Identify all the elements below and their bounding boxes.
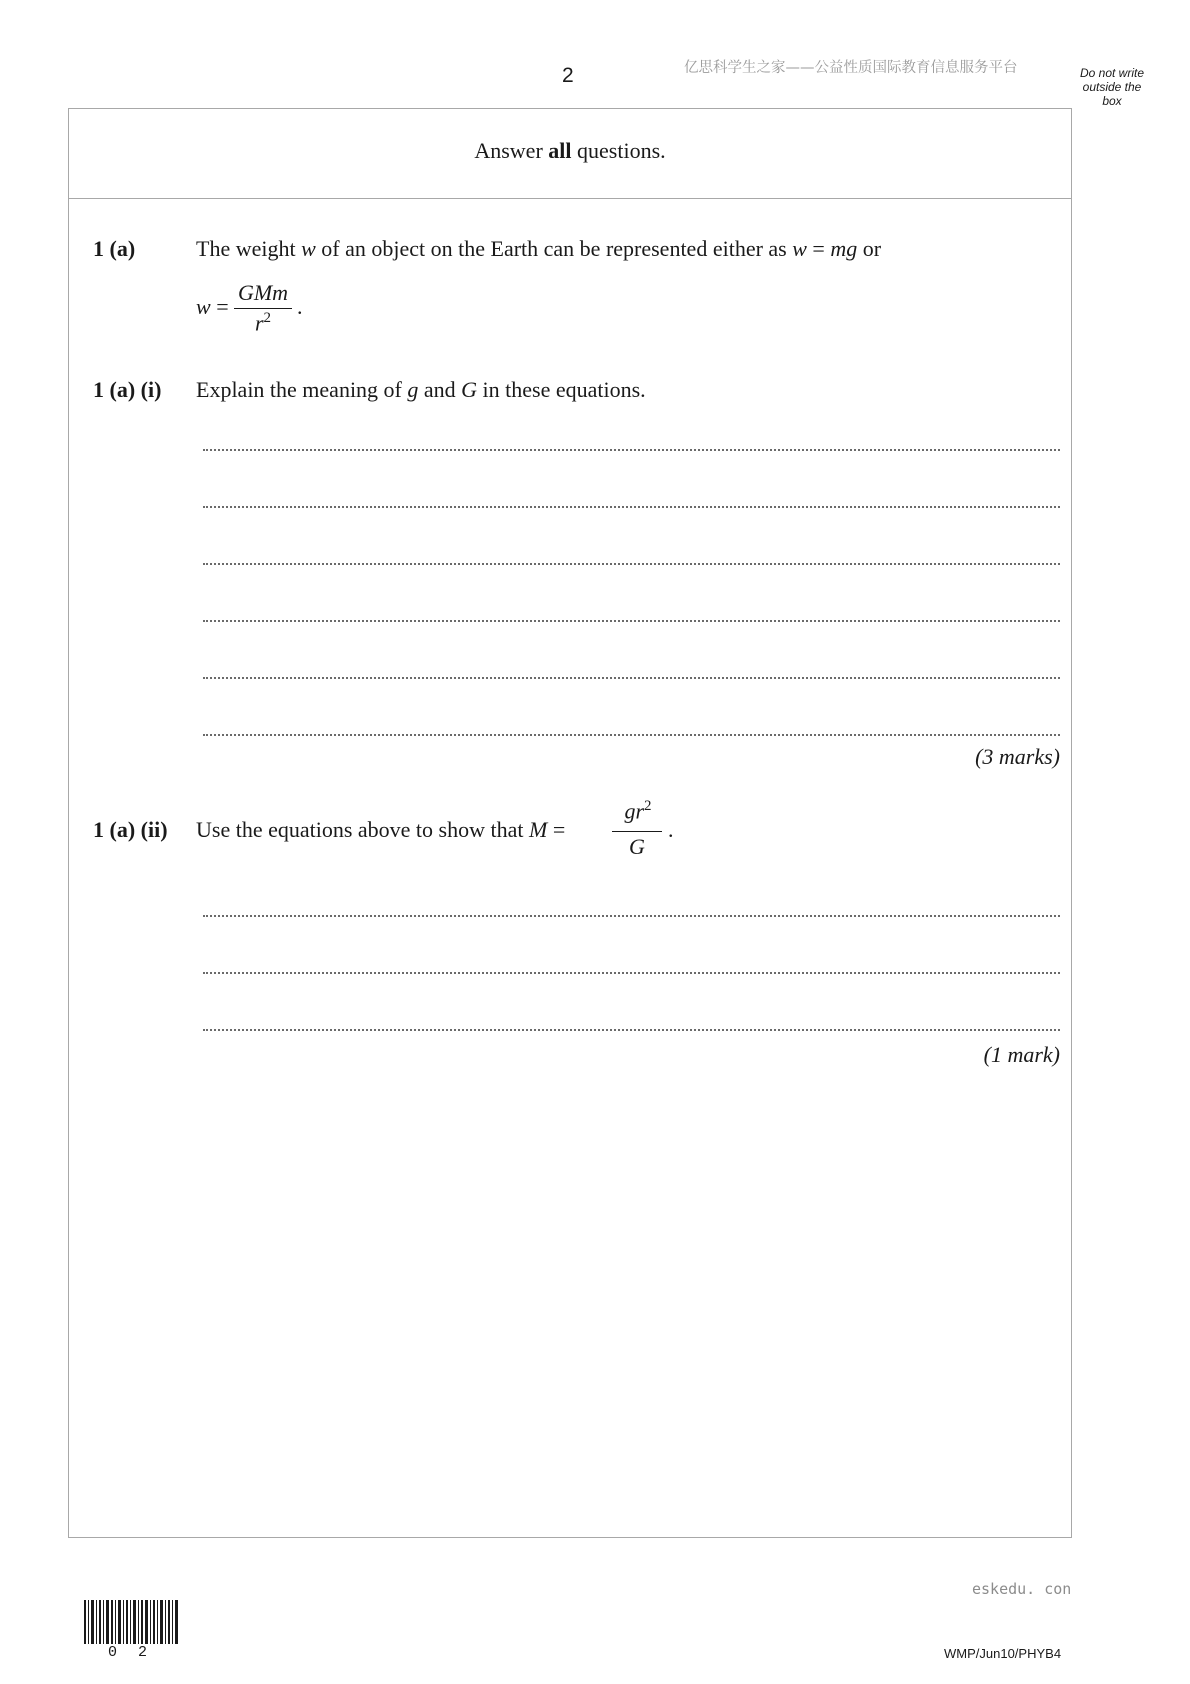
q1ai-text-part: in these equations.	[477, 377, 646, 402]
q1a-eq1-eq: =	[806, 236, 831, 261]
page-number: 2	[562, 64, 574, 87]
q1a-text-part: The weight	[196, 236, 302, 261]
q1aii-eq-end: .	[668, 817, 674, 842]
instruction-prefix: Answer	[474, 138, 549, 163]
q1ai-var-g: g	[407, 377, 419, 402]
q1aii-eq-denominator	[612, 834, 662, 860]
answer-line[interactable]	[203, 449, 1060, 451]
answer-line[interactable]	[203, 972, 1060, 974]
margin-note-line: outside the	[1082, 80, 1142, 94]
instruction-suffix: questions.	[571, 138, 666, 163]
answer-line[interactable]	[203, 1029, 1060, 1031]
question-1aii-text	[196, 817, 565, 843]
q1ai-text-part: Explain the meaning of	[196, 377, 408, 402]
q1a-eq2-num-text: GMm	[237, 280, 289, 305]
q1ai-var-G: G	[461, 377, 478, 402]
answer-line[interactable]	[203, 734, 1060, 736]
margin-note-line: Do not write	[1079, 66, 1145, 80]
instruction-text	[68, 138, 1072, 164]
barcode-digits: 0 2	[108, 1644, 154, 1661]
margin-note-line: box	[1102, 94, 1122, 108]
q1a-eq2-fraction-bar	[234, 308, 292, 309]
q1a-var-w: w	[301, 236, 316, 261]
q1a-or: or	[857, 236, 882, 261]
margin-note	[1068, 66, 1156, 108]
q1a-eq2-lhs-group	[196, 294, 229, 320]
q1ai-text-and: and	[418, 377, 462, 402]
answer-line[interactable]	[203, 915, 1060, 917]
q1aii-eq-numerator	[612, 798, 664, 824]
q1a-eq1-rhs: mg	[830, 236, 858, 261]
answer-line[interactable]	[203, 620, 1060, 622]
q1aii-eq-num-exp: 2	[644, 798, 652, 814]
q1aii-eq-num-var: gr	[624, 798, 645, 824]
barcode-icon	[84, 1600, 178, 1644]
answer-line[interactable]	[203, 563, 1060, 565]
header-watermark: 亿思科学生之家——公益性质国际教育信息服务平台	[684, 60, 1018, 76]
q1a-eq2-end: .	[297, 294, 303, 319]
q1aii-eq-den: G	[629, 834, 645, 859]
question-1aii-label: 1 (a) (ii)	[93, 817, 168, 842]
question-1ai-label: 1 (a) (i)	[93, 377, 162, 402]
q1a-eq2-den-var: r	[254, 310, 264, 336]
question-1ai-text	[196, 377, 646, 403]
q1a-text-part: of an object on the Earth can be represented either as	[315, 236, 793, 261]
q1ai-marks: (3 marks)	[975, 744, 1060, 769]
question-1a-text	[196, 236, 881, 262]
q1aii-eq-eq: =	[547, 817, 566, 842]
q1aii-text: Use the equations above to show that	[196, 817, 529, 842]
q1a-eq1-lhs: w	[792, 236, 807, 261]
q1a-eq2-lhs: w	[196, 294, 211, 319]
q1aii-eq-fraction-bar	[612, 831, 662, 832]
site-watermark: eskedu. con	[972, 1580, 1072, 1598]
q1a-eq2-denominator	[232, 310, 294, 336]
q1a-eq2-den-exp: 2	[263, 310, 272, 326]
question-1a-label: 1 (a)	[93, 236, 136, 261]
q1a-eq2-eq: =	[210, 294, 229, 319]
instruction-bold: all	[548, 138, 572, 163]
answer-line[interactable]	[203, 677, 1060, 679]
q1aii-eq-lhs: M	[529, 817, 548, 842]
q1a-eq2-numerator	[232, 280, 294, 306]
paper-code: WMP/Jun10/PHYB4	[944, 1646, 1062, 1661]
answer-line[interactable]	[203, 506, 1060, 508]
q1aii-marks: (1 mark)	[983, 1042, 1060, 1067]
